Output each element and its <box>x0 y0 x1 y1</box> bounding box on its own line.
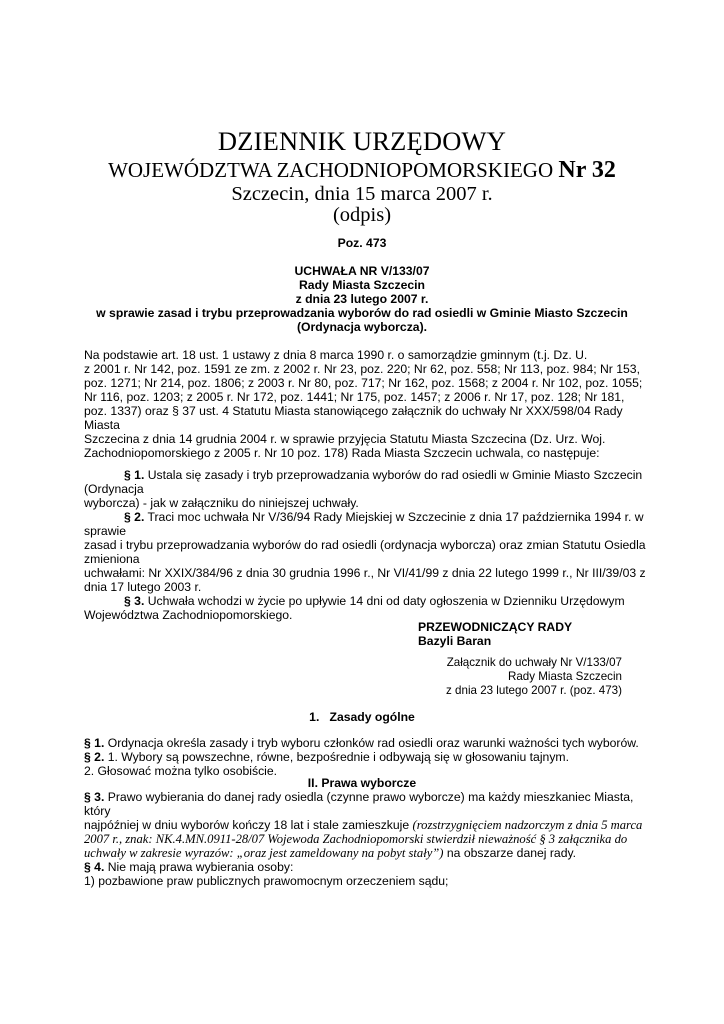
issue-date: Szczecin, dnia 15 marca 2007 r. <box>231 183 493 205</box>
supervisory-note: (rozstrzygnięciem nadzorczym z dnia 5 marca <box>412 818 643 832</box>
signature-role: PRZEWODNICZĄCY RADY <box>418 620 573 634</box>
section-2-paragraph-4 <box>84 860 293 874</box>
paragraph-mark: § 2. <box>84 750 105 764</box>
paragraph-text: Nie mają prawa wybierania osoby: <box>104 860 294 874</box>
paragraph-mark: § 4. <box>84 860 105 874</box>
paragraph-text: Traci moc uchwała Nr V/36/94 Rady Miejskiej w Szczecinie z dnia 17 października 1994 r. w <box>144 510 644 524</box>
preamble-line: Szczecina z dnia 14 grudnia 2004 r. w sprawie przyjęcia Statutu Miasta Szczecina (Dz. Urz. Woj. <box>84 432 606 446</box>
resolution-subject: w sprawie zasad i trybu przeprowadzania wyborów do rad osiedli w Gminie Miasto Szczecin <box>96 306 628 320</box>
paragraph-text: najpóźniej w dniu wyborów kończy 18 lat i stale zamieszkuje <box>84 818 413 832</box>
paragraph-text: Prawo wybierania do danej rady osiedla (czynne prawo wyborcze) ma każdy mieszkaniec Miasta, <box>104 790 634 804</box>
position-number: Poz. 473 <box>337 236 387 250</box>
section-1-title: 1. Zasady ogólne <box>309 710 415 724</box>
paragraph-mark: § 3. <box>84 790 105 804</box>
paragraph-text: Ustala się zasady i tryb przeprowadzania wyborów do rad osiedli w Gminie Miasto Szczecin <box>144 468 643 482</box>
attachment-note: Załącznik do uchwały Nr V/133/07 <box>446 656 622 669</box>
paragraph-1-line: wyborcza) - jak w załączniku do niniejszej uchwały. <box>84 496 359 510</box>
preamble-line: Na podstawie art. 18 ust. 1 ustawy z dnia 8 marca 1990 r. o samorządzie gminnym (t.j. Dz. U. <box>84 348 588 362</box>
journal-title: DZIENNIK URZĘDOWY <box>217 126 507 156</box>
preamble-line: poz. 1337) oraz § 37 ust. 4 Statutu Miasta stanowiącego załącznik do uchwały Nr XXX/598/04 Rady <box>84 404 623 418</box>
paragraph-text: na obszarze danej rady. <box>443 846 577 860</box>
journal-subtitle <box>0 158 724 182</box>
resolution-title: UCHWAŁA NR V/133/07 <box>294 264 430 278</box>
signature-name: Bazyli Baran <box>418 634 492 648</box>
paragraph-mark: § 3. <box>124 594 145 608</box>
attachment-note: z dnia 23 lutego 2007 r. (poz. 473) <box>446 684 622 697</box>
section-2-paragraph-3 <box>84 790 633 804</box>
preamble-line: poz. 1271; Nr 214, poz. 1806; z 2003 r. Nr 80, poz. 717; Nr 162, poz. 1568; z 2004 r. Nr 102, poz. 1055; <box>84 376 643 390</box>
paragraph-3-line: Województwa Zachodniopomorskiego. <box>84 608 293 622</box>
paragraph-2-line: zasad i trybu przeprowadzania wyborów do rad osiedli (ordynacja wyborcza) oraz zmian Statutu Osiedla <box>84 538 646 552</box>
preamble-line: Zachodniopomorskiego z 2005 r. Nr 10 poz. 178) Rada Miasta Szczecin uchwala, co następuje: <box>84 446 600 460</box>
preamble-line: Miasta <box>84 418 120 432</box>
paragraph-text: Ordynacja określa zasady i tryb wyboru członków rad osiedli oraz warunki ważności tych wyborów. <box>104 736 639 750</box>
supervisory-note: uchwały w zakresie wyrazów: „oraz jest zameldowany na pobyt stały”) <box>84 846 444 860</box>
paragraph-3 <box>124 594 625 608</box>
issue-number: Nr 32 <box>558 157 616 183</box>
paragraph-2-line: zmieniona <box>84 552 140 566</box>
section-2-paragraph-3-line: który <box>84 804 111 818</box>
paragraph-2-line: uchwałami: Nr XXIX/384/96 z dnia 30 grudnia 1996 r., Nr VI/41/99 z dnia 22 lutego 1999 r., Nr III/39/03 z <box>84 566 646 580</box>
section-2-paragraph-3-line <box>84 846 576 860</box>
section-2-title: II. Prawa wyborcze <box>307 776 417 790</box>
paragraph-mark: § 2. <box>124 510 145 524</box>
paragraph-2-line: dnia 17 lutego 2003 r. <box>84 580 202 594</box>
resolution-council: Rady Miasta Szczecin <box>299 278 425 292</box>
paragraph-mark: § 1. <box>124 468 145 482</box>
resolution-subject-cont: (Ordynacja wyborcza). <box>296 320 428 334</box>
paragraph-1-line: (Ordynacja <box>84 482 144 496</box>
attachment-note: Rady Miasta Szczecin <box>507 670 622 683</box>
paragraph-text: Uchwała wchodzi w życie po upływie 14 dni od daty ogłoszenia w Dzienniku Urzędowym <box>144 594 625 608</box>
section-2-paragraph-3-line <box>84 818 642 832</box>
preamble-line: z 2001 r. Nr 142, poz. 1591 ze zm. z 2002 r. Nr 23, poz. 220; Nr 62, poz. 558; Nr 113, poz. 984; Nr 153, <box>84 362 640 376</box>
voivodeship-name: WOJEWÓDZTWA ZACHODNIOPOMORSKIEGO <box>108 158 554 182</box>
paragraph-2-line: sprawie <box>84 524 126 538</box>
section-1-paragraph-1 <box>84 736 639 750</box>
list-item: 1) pozbawione praw publicznych prawomocnym orzeczeniem sądu; <box>84 874 449 888</box>
paragraph-text: 1. Wybory są powszechne, równe, bezpośrednie i odbywają się w głosowaniu tajnym. <box>104 750 569 764</box>
copy-note: (odpis) <box>332 204 392 226</box>
section-1-paragraph-2 <box>84 750 569 764</box>
section-1-paragraph-2-line: 2. Głosować można tylko osobiście. <box>84 764 278 778</box>
preamble-line: Nr 116, poz. 1203; z 2005 r. Nr 172, poz. 1441; Nr 175, poz. 1457; z 2006 r. Nr 17, poz. 128; Nr 181, <box>84 390 625 404</box>
paragraph-2 <box>124 510 644 524</box>
paragraph-1 <box>124 468 642 482</box>
paragraph-mark: § 1. <box>84 736 105 750</box>
supervisory-note-line: 2007 r., znak: NK.4.MN.0911-28/07 Wojewoda Zachodniopomorski stwierdził nieważność § 3 załącznika do <box>84 832 628 846</box>
resolution-date: z dnia 23 lutego 2007 r. <box>295 292 429 306</box>
